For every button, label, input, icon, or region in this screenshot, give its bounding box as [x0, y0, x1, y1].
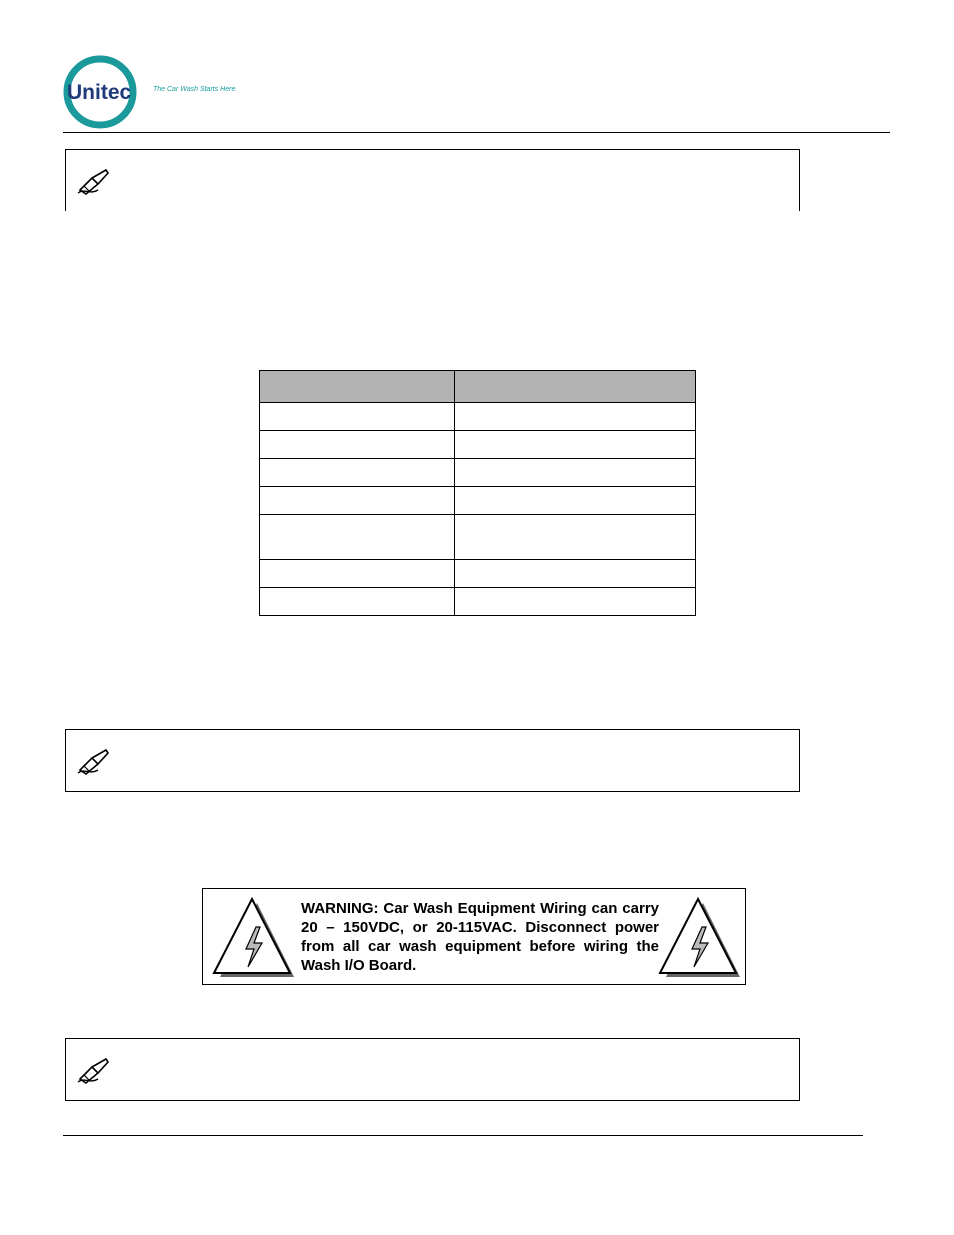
svg-text:Unitec: Unitec [67, 81, 132, 104]
table-row [260, 459, 696, 487]
table-row [260, 588, 696, 616]
table-cell [455, 431, 696, 459]
table-cell [455, 403, 696, 431]
table-cell [260, 487, 455, 515]
table-row [260, 487, 696, 515]
high-voltage-warning-icon [656, 897, 742, 979]
note-box [65, 729, 800, 792]
table-cell [260, 588, 455, 616]
table-row [260, 403, 696, 431]
table-cell [260, 560, 455, 588]
table-cell [260, 403, 455, 431]
brand-tagline: The Car Wash Starts Here. [153, 86, 238, 93]
note-box [65, 1038, 800, 1101]
table-cell [260, 515, 455, 560]
pencil-note-icon [76, 748, 112, 776]
table-row [260, 515, 696, 560]
table-row [260, 560, 696, 588]
warning-text: WARNING: Car Wash Equipment Wiring can carry 20 – 150VDC, or 20-115VAC. Disconnect power from all car wash equipment before wiring the Wash I/O Board. [301, 900, 659, 974]
table-cell [455, 515, 696, 560]
pencil-note-icon [76, 168, 112, 196]
table-cell [455, 560, 696, 588]
footer-divider [63, 1135, 863, 1136]
table-cell [260, 459, 455, 487]
high-voltage-warning-icon [210, 897, 296, 979]
spec-table [259, 370, 696, 616]
table-cell [455, 459, 696, 487]
pencil-note-icon [76, 1057, 112, 1085]
warning-box [202, 888, 746, 985]
table-cell [455, 487, 696, 515]
table-cell [455, 588, 696, 616]
note-box [65, 149, 800, 211]
table-row [260, 431, 696, 459]
table-header-cell [260, 371, 455, 403]
table-header-cell [455, 371, 696, 403]
table-cell [260, 431, 455, 459]
header-divider [63, 132, 890, 133]
table-header-row [260, 371, 696, 403]
